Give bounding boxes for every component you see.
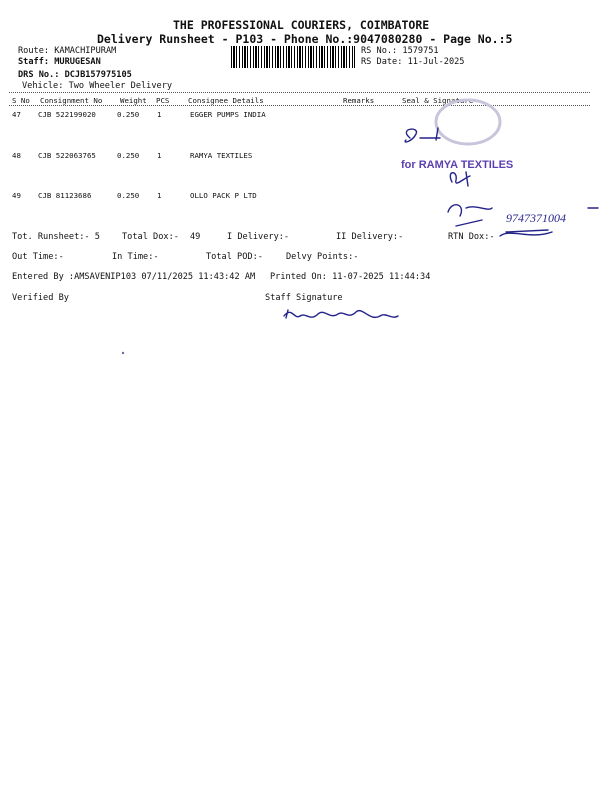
col-weight: Weight: [120, 96, 147, 105]
out-time-label: Out Time:-: [12, 252, 64, 262]
row-weight: 0.250: [117, 191, 140, 200]
total-dox-label: Total Dox:-: [122, 232, 179, 242]
delvy-points-label: Delvy Points:-: [286, 252, 359, 262]
rtn-dox-label: RTN Dox:-: [448, 232, 495, 242]
row-pcs: 1: [157, 191, 162, 200]
row-consignee: EGGER PUMPS INDIA: [190, 110, 266, 119]
row-weight: 0.250: [117, 151, 140, 160]
col-sno: S No: [12, 96, 30, 105]
total-dox-value: 49: [190, 232, 201, 242]
row-consignment: CJB 522199020: [38, 110, 96, 119]
i-delivery-label: I Delivery:-: [227, 232, 290, 242]
row-consignment: CJB 522063765: [38, 151, 96, 160]
ramya-textiles-stamp: for RAMYA TEXTILES: [401, 159, 514, 171]
printed-on: Printed On: 11-07-2025 11:44:34: [270, 272, 431, 282]
company-title: THE PROFESSIONAL COURIERS, COIMBATORE: [173, 18, 430, 32]
signature-row-48: [450, 172, 470, 186]
entered-by: Entered By :AMSAVENIP103 07/11/2025 11:43:42 AM: [12, 272, 256, 282]
signature-row-47: [405, 128, 440, 142]
faint-seal-imprint: [436, 100, 500, 144]
row-sno: 48: [12, 151, 21, 160]
row-consignment: CJB 81123686: [38, 191, 92, 200]
col-consignment: Consignment No: [40, 96, 103, 105]
rs-date: RS Date: 11-Jul-2025: [361, 57, 465, 67]
tot-runsheet: Tot. Runsheet:- 5: [12, 232, 100, 242]
col-remarks: Remarks: [343, 96, 375, 105]
runsheet-title: Delivery Runsheet - P103 - Phone No.:9047080280 - Page No.:5: [97, 32, 513, 46]
drs-number: DRS No.: DCJB157975105: [18, 70, 132, 80]
row-pcs: 1: [157, 151, 162, 160]
col-consignee: Consignee Details: [188, 96, 264, 105]
row-pcs: 1: [157, 110, 162, 119]
row-sno: 49: [12, 191, 21, 200]
staff-signature-scribble: [284, 310, 398, 318]
staff-label: Staff: MURUGESAN: [18, 57, 101, 67]
col-pcs: PCS: [156, 96, 170, 105]
ii-delivery-label: II Delivery:-: [336, 232, 404, 242]
handwritten-phone: 9747371004: [506, 211, 566, 225]
scribble-rtn: [500, 230, 552, 236]
verified-by-label: Verified By: [12, 293, 69, 303]
ink-speck: [122, 352, 124, 354]
in-time-label: In Time:-: [112, 252, 159, 262]
row-consignee: RAMYA TEXTILES: [190, 151, 253, 160]
row-weight: 0.250: [117, 110, 140, 119]
col-seal-signature: Seal & Signature: [402, 96, 474, 105]
row-consignee: OLLO PACK P LTD: [190, 191, 257, 200]
staff-signature-label: Staff Signature: [265, 293, 343, 303]
vehicle-label: Vehicle: Two Wheeler Delivery: [22, 81, 173, 91]
rs-number: RS No.: 1579751: [361, 46, 439, 56]
route-label: Route: KAMACHIPURAM: [18, 46, 117, 56]
row-sno: 47: [12, 110, 21, 119]
total-pod-label: Total POD:-: [206, 252, 263, 262]
signature-row-49: [448, 205, 492, 226]
